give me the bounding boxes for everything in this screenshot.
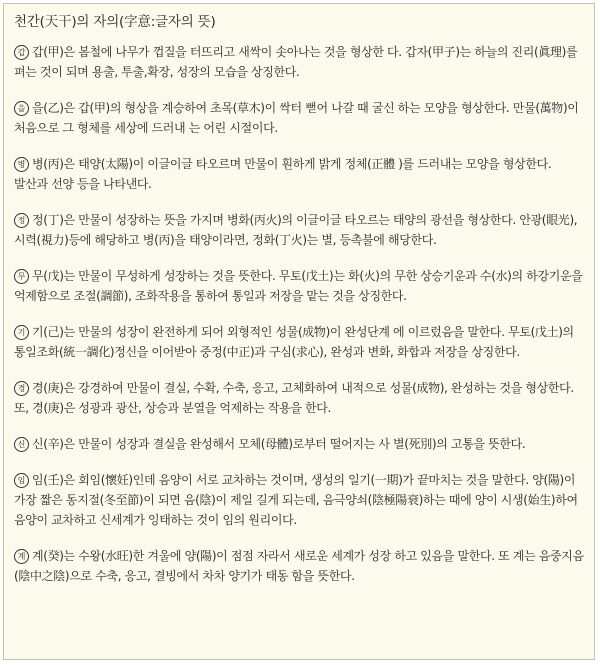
- entry-jeong: [14, 210, 584, 250]
- divider: [14, 82, 584, 98]
- circled-marker: 경: [14, 381, 29, 396]
- entry-text: 계(癸)는 수왕(水旺)한 겨울에 양(陽)이 점점 자라서 새로운 세계가 성장 하고 있음을 말한다. 또 계는 음중지음(陰中之陰)으로 수축, 응고, 결빙에서 차차 양기가 태동 함을 뜻한다.: [14, 549, 584, 583]
- entry-text: 을(乙)은 갑(甲)의 형상을 계승하여 초목(草木)이 싹터 뻗어 나갈 때 굴신 하는 모양을 형상한다. 만물(萬物)이 처음으로 그 형체를 세상에 드러내 는 어린 시절이다.: [14, 101, 579, 135]
- entry-eul: [14, 98, 584, 138]
- circled-marker: 계: [14, 549, 29, 564]
- entry-byeong: [14, 154, 584, 194]
- circled-marker: 병: [14, 157, 29, 172]
- divider: [14, 194, 584, 210]
- entry-text: 무(戊)는 만물이 무성하게 성장하는 것을 뜻한다. 무토(戊土)는 화(火)의 무한 상승기운과 수(水)의 하강기운을 억제함으로 조절(調節), 조화작용을 통하여 통일과 저장을 맡는 것을 상징한다.: [14, 269, 583, 303]
- entry-gye: [14, 546, 584, 586]
- page-title: 천간(天干)의 자의(字意:글자의 뜻): [14, 14, 216, 30]
- divider: [14, 306, 584, 322]
- circled-marker: 을: [14, 101, 29, 116]
- entry-mu: [14, 266, 584, 306]
- entry-gap: [14, 42, 584, 82]
- circled-marker: 정: [14, 213, 29, 228]
- divider: [14, 250, 584, 266]
- circled-marker: 임: [14, 473, 29, 488]
- circled-marker: 갑: [14, 45, 29, 60]
- divider: [14, 418, 584, 434]
- entry-text: 갑(甲)은 봄철에 나무가 껍질을 터뜨리고 새싹이 솟아나는 것을 형상한 다. 갑자(甲子)는 하늘의 진리(眞理)를 펴는 것이 되며 용출, 투출,확장, 성장의 모습을 상징한다.: [14, 45, 578, 79]
- entry-text: 신(辛)은 만물이 성장과 결실을 완성해서 모체(母體)로부터 떨어지는 사 별(死別)의 고통을 뜻한다.: [32, 437, 526, 451]
- entry-text: 경(庚)은 강경하여 만물이 결실, 수확, 수축, 응고, 고체화하여 내적으로 성물(成物), 완성하는 것을 형상한다. 또, 경(庚)은 성광과 광산, 상승과 분열을 억제하는 작용을 한다.: [14, 381, 574, 415]
- entry-sin: [14, 434, 584, 454]
- entry-gi: [14, 322, 584, 362]
- divider: [14, 454, 584, 470]
- circled-marker: 신: [14, 437, 29, 452]
- entry-gyeong: [14, 378, 584, 418]
- circled-marker: 기: [14, 325, 29, 340]
- entry-im: [14, 470, 584, 530]
- circled-marker: 무: [14, 269, 29, 284]
- entry-text: 병(丙)은 태양(太陽)이 이글이글 타오르며 만물이 훤하게 밝게 정체(正體 )를 드러내는 모양을 형상한다. 발산과 선양 등을 나타낸다.: [14, 157, 552, 191]
- divider: [14, 362, 584, 378]
- entry-text: 정(丁)은 만물이 성장하는 뜻을 가지며 병화(丙火)의 이글이글 타오르는 태양의 광선을 형상한다. 안광(眼光), 시력(視力)등에 해당하고 병(丙)을 태양이라면, 정화(丁火)는 별, 등촉불에 해당한다.: [14, 213, 578, 247]
- entry-text: 기(己)는 만물의 성장이 완전하게 되어 외형적인 성물(成物)이 완성단계 에 이르렀음을 말한다. 무토(戊土)의 통일조화(統一調化)정신을 이어받아 중정(中正)과 구심(求心), 완성과 변화, 화합과 저장을 상징한다.: [14, 325, 574, 359]
- entry-text: 임(壬)은 회임(懷妊)인데 음양이 서로 교차하는 것이며, 생성의 일기(一期)가 끝마치는 것을 말한다. 양(陽)이 가장 짧은 동지절(冬至節)이 되면 음(陰)이 제일 길게 되는데, 음극양쇠(陰極陽衰)하는 때에 양이 시생(始生)하여 음양이 교차하고 신세계가 잉태하는 것이 임의 원리이다.: [14, 473, 578, 527]
- divider: [14, 530, 584, 546]
- document-panel: [3, 3, 595, 660]
- divider: [14, 138, 584, 154]
